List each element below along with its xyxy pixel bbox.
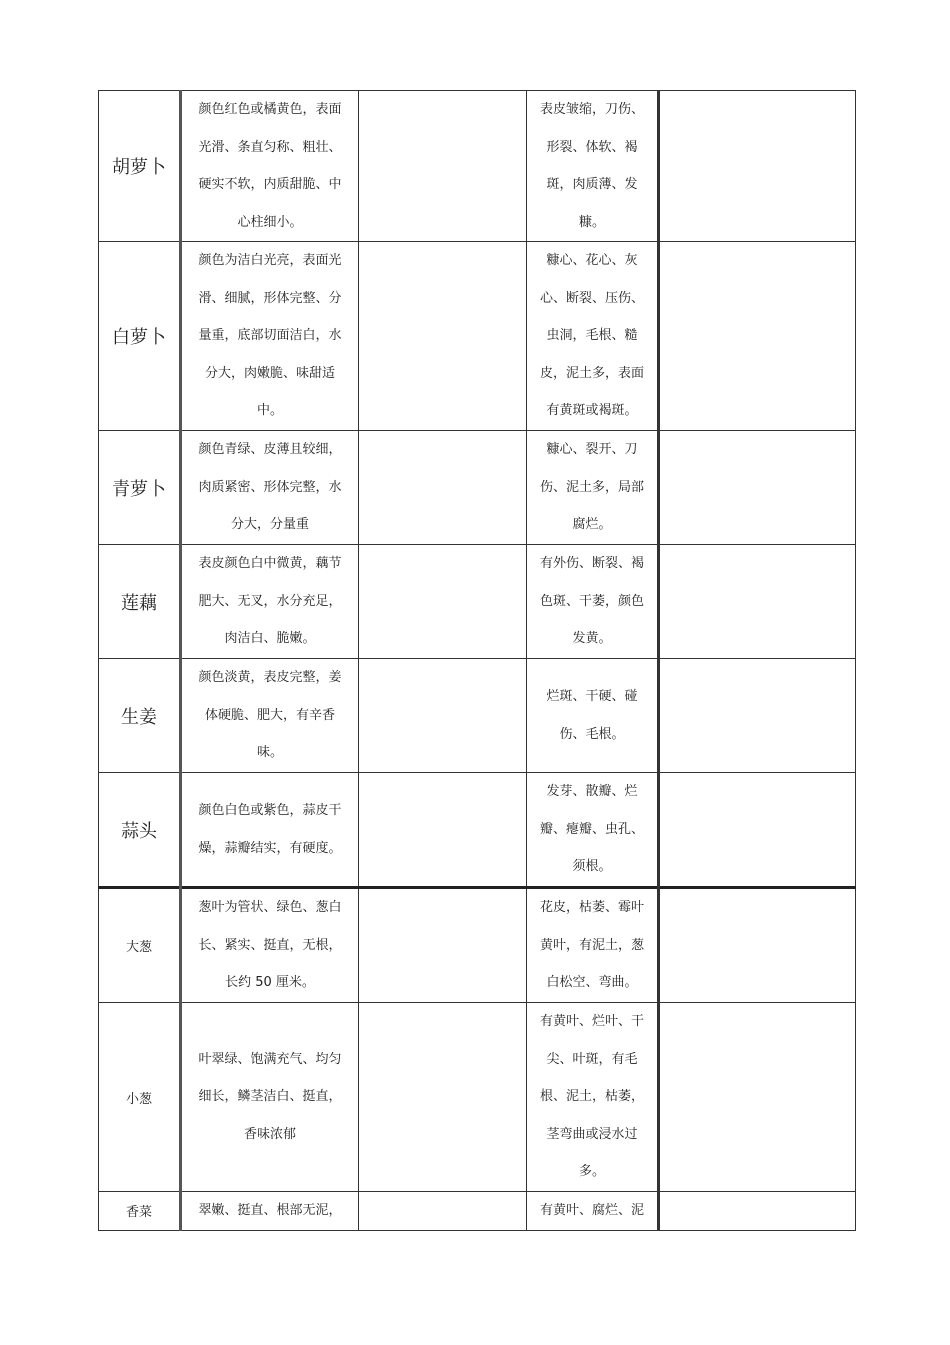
description-lines [184, 659, 356, 772]
table-row [99, 1003, 856, 1192]
description-lines [184, 545, 356, 658]
vegetable-name-cell: 青萝卜 [99, 431, 181, 545]
text-line: 肥大、无叉，水分充足， [198, 593, 342, 609]
quality-description-cell [181, 888, 359, 1003]
empty-cell [359, 91, 527, 242]
text-line: 表皮皱缩，刀伤、 [539, 102, 644, 117]
produce-quality-table [98, 90, 850, 1231]
defect-lines [529, 678, 655, 753]
vegetable-name-cell: 蒜头 [99, 773, 181, 888]
text-line: 心柱细小。 [237, 214, 303, 230]
table-row [99, 431, 856, 545]
text-line: 分大，肉嫩脆、味甜适 [204, 365, 335, 381]
text-line: 有黄叶、腐烂、泥 [539, 1203, 644, 1218]
text-line: 根、泥土，枯萎， [539, 1089, 644, 1105]
text-line: 茎弯曲或浸水过 [546, 1126, 638, 1142]
defect-lines [529, 431, 655, 544]
table-row [99, 888, 856, 1003]
defect-lines [529, 1192, 655, 1230]
text-line: 白松空、弯曲。 [546, 975, 638, 991]
defect-lines [529, 889, 655, 1002]
text-line: 燥，蒜瓣结实，有硬度。 [198, 840, 342, 856]
quality-description-cell [181, 1192, 359, 1231]
table-row [99, 773, 856, 888]
vegetable-name-cell: 生姜 [99, 659, 181, 773]
text-line: 体硬脆、肥大，有辛香 [204, 707, 335, 723]
empty-cell [659, 659, 856, 773]
text-line: 长约 50 厘米。 [225, 975, 315, 991]
text-line: 颜色青绿、皮薄且较细， [198, 442, 342, 458]
empty-cell [359, 888, 527, 1003]
quality-description-cell [181, 431, 359, 545]
text-line: 尖、叶斑，有毛 [546, 1051, 638, 1067]
empty-cell [359, 545, 527, 659]
defect-description-cell [527, 431, 659, 545]
description-lines [184, 792, 356, 867]
empty-cell [359, 773, 527, 888]
text-line: 虫洞，毛根、糙 [546, 328, 638, 344]
text-line: 皮，泥土多，表面 [539, 365, 644, 381]
text-line: 色斑、干萎，颜色 [539, 593, 644, 609]
text-line: 须根。 [572, 859, 612, 875]
quality-description-cell [181, 242, 359, 431]
empty-cell [659, 242, 856, 431]
text-line: 长、紧实、挺直，无根， [198, 937, 342, 953]
text-line: 葱叶为管状、绿色、葱白 [198, 900, 342, 916]
defect-lines [529, 91, 655, 241]
defect-description-cell [527, 888, 659, 1003]
defect-description-cell [527, 242, 659, 431]
text-line: 颜色白色或紫色，蒜皮干 [198, 803, 342, 818]
text-line: 光滑、条直匀称、粗壮、 [198, 139, 342, 155]
text-line: 斑，肉质薄、发 [546, 177, 638, 192]
text-line: 香味浓郁 [243, 1126, 296, 1142]
text-line: 有黄叶、烂叶、干 [539, 1014, 644, 1030]
vegetable-name-cell: 白萝卜 [99, 242, 181, 431]
text-line: 花皮，枯萎、霉叶 [539, 900, 644, 916]
vegetable-name-cell: 大葱 [99, 888, 181, 1003]
text-line: 细长，鳞茎洁白、挺直， [198, 1089, 342, 1105]
empty-cell [359, 431, 527, 545]
defect-lines [529, 242, 655, 430]
table-body [99, 91, 856, 1231]
empty-cell [359, 659, 527, 773]
defect-lines [529, 545, 655, 658]
empty-cell [359, 242, 527, 431]
text-line: 量重，底部切面洁白，水 [198, 328, 342, 344]
text-line: 多。 [578, 1164, 605, 1180]
quality-description-cell [181, 659, 359, 773]
text-line: 糠心、花心、灰 [546, 253, 638, 269]
defect-description-cell [527, 1003, 659, 1192]
empty-cell [659, 91, 856, 242]
quality-table [98, 90, 856, 1231]
text-line: 硬实不软，内质甜脆、中 [198, 177, 342, 192]
vegetable-name-cell: 小葱 [99, 1003, 181, 1192]
text-line: 颜色淡黄，表皮完整，姜 [198, 670, 342, 686]
table-row [99, 242, 856, 431]
defect-description-cell [527, 659, 659, 773]
empty-cell [659, 545, 856, 659]
text-line: 翠嫩、挺直、根部无泥， [198, 1203, 342, 1218]
text-line: 心、断裂、压伤、 [539, 290, 644, 306]
text-line: 表皮颜色白中微黄，藕节 [198, 556, 342, 572]
empty-cell [659, 1192, 856, 1231]
text-line: 伤、毛根。 [559, 726, 625, 742]
description-lines [184, 889, 356, 1002]
table-row [99, 91, 856, 242]
empty-cell [659, 773, 856, 888]
text-line: 叶翠绿、饱满充气、均匀 [198, 1051, 342, 1067]
text-line: 味。 [256, 745, 283, 761]
table-row [99, 659, 856, 773]
text-line: 腐烂。 [572, 517, 612, 533]
quality-description-cell [181, 773, 359, 888]
defect-description-cell [527, 773, 659, 888]
text-line: 发芽、散瓣、烂 [546, 784, 638, 800]
text-line: 糠。 [578, 214, 605, 230]
text-line: 发黄。 [572, 631, 612, 647]
empty-cell [659, 431, 856, 545]
text-line: 有外伤、断裂、褐 [539, 556, 644, 572]
quality-description-cell [181, 91, 359, 242]
defect-description-cell [527, 545, 659, 659]
text-line: 糠心、裂开、刀 [546, 442, 638, 458]
defect-lines [529, 1003, 655, 1191]
empty-cell [659, 888, 856, 1003]
table-row [99, 1192, 856, 1231]
description-lines [184, 431, 356, 544]
text-line: 肉洁白、脆嫩。 [224, 631, 316, 647]
empty-cell [359, 1192, 527, 1231]
defect-description-cell [527, 1192, 659, 1231]
text-line: 有黄斑或褐斑。 [546, 403, 638, 419]
table-row [99, 545, 856, 659]
empty-cell [359, 1003, 527, 1192]
text-line: 中。 [256, 403, 283, 419]
text-line: 分大，分量重 [230, 517, 309, 533]
text-line: 颜色为洁白光亮，表面光 [198, 253, 342, 269]
text-line: 伤、泥土多，局部 [539, 479, 644, 495]
quality-description-cell [181, 1003, 359, 1192]
empty-cell [659, 1003, 856, 1192]
text-line: 颜色红色或橘黄色，表面 [198, 102, 342, 117]
text-line: 形裂、体软、褐 [546, 139, 638, 155]
text-line: 滑、细腻，形体完整、分 [198, 290, 342, 306]
description-lines [184, 1041, 356, 1154]
text-line: 烂斑、干硬、碰 [546, 689, 638, 704]
vegetable-name-cell: 香菜 [99, 1192, 181, 1231]
defect-description-cell [527, 91, 659, 242]
text-line: 肉质紧密、形体完整，水 [198, 479, 342, 495]
text-line: 黄叶，有泥土，葱 [539, 937, 644, 953]
text-line: 瓣、瘪瓣、虫孔、 [539, 821, 644, 837]
defect-lines [529, 773, 655, 886]
description-lines [184, 1192, 356, 1230]
description-lines [184, 242, 356, 430]
vegetable-name-cell: 莲藕 [99, 545, 181, 659]
vegetable-name-cell: 胡萝卜 [99, 91, 181, 242]
quality-description-cell [181, 545, 359, 659]
description-lines [184, 91, 356, 241]
